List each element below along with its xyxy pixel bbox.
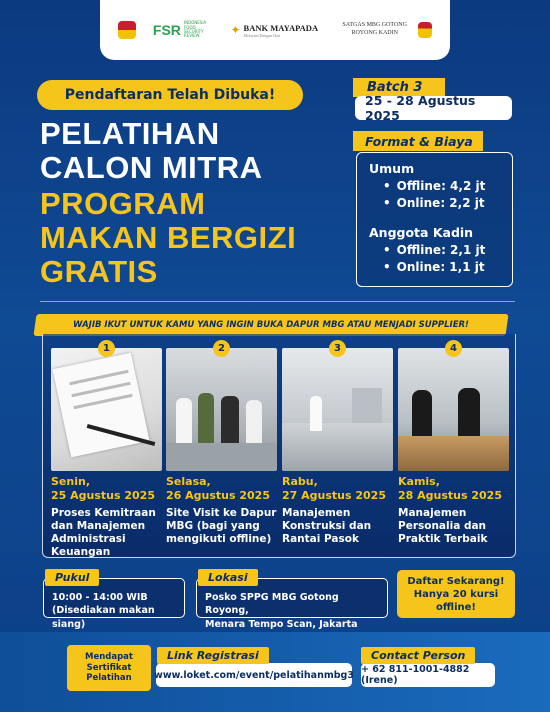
kadin-offline: • Offline: 2,1 jt xyxy=(383,242,500,259)
certificate-line-3: Pelatihan xyxy=(86,673,132,684)
fsr-label: FSR xyxy=(152,22,181,38)
registration-link-tag xyxy=(157,647,269,664)
time-tag xyxy=(45,569,99,586)
contact-label: Contact Person xyxy=(371,649,466,662)
kadin-online: • Online: 1,1 jt xyxy=(383,259,500,276)
logo-satgas xyxy=(335,22,432,38)
format-label: Format & Biaya xyxy=(365,133,473,149)
step-2-desc: Site Visit ke Dapur MBG (bagi yang mengikuti offline) xyxy=(166,506,277,545)
register-line-1: Daftar Sekarang! xyxy=(407,575,505,587)
step-2-date-text: 26 Agustus 2025 xyxy=(166,488,270,502)
registration-open-label: Pendaftaran Telah Dibuka! xyxy=(64,87,276,103)
umum-title: Umum xyxy=(369,161,415,176)
title-line-5: GRATIS xyxy=(40,254,158,289)
certificate-line-1: Mendapat xyxy=(85,652,133,663)
step-4-date xyxy=(398,475,509,503)
step-4 xyxy=(398,343,509,546)
fsr-sub: INDONESIA FOOD SECURITY REVIEW xyxy=(183,20,207,39)
logo-institute xyxy=(118,21,136,39)
title-line-4: MAKAN BERGIZI xyxy=(40,220,297,255)
contact-person-box[interactable] xyxy=(361,663,495,687)
step-3 xyxy=(282,343,393,546)
format-tag xyxy=(353,131,483,151)
step-4-day: Kamis, xyxy=(398,475,440,488)
step-2-day: Selasa, xyxy=(166,475,211,488)
satgas-label: SATGAS MBG GOTONG ROYONG KADIN xyxy=(342,22,407,36)
register-line-3: offline! xyxy=(436,601,476,613)
bank-mark-icon: ✦ xyxy=(230,23,241,37)
contact-person-value: + 62 811-1001-4882 (Irene) xyxy=(361,664,470,686)
step-2-date xyxy=(166,475,277,503)
step-3-number: 3 xyxy=(329,340,346,357)
step-1-desc: Proses Kemitraan dan Manajemen Administrasi Keuangan xyxy=(51,506,156,558)
register-now-box xyxy=(397,570,515,618)
register-line-2: Hanya 20 kursi xyxy=(413,588,499,600)
step-4-desc: Manajemen Personalia dan Praktik Terbaik xyxy=(398,506,488,545)
time-note: (Disediakan makan siang) xyxy=(52,605,155,630)
step-1-date-text: 25 Agustus 2025 xyxy=(51,488,155,502)
step-3-desc: Manajemen Konstruksi dan Rantai Pasok xyxy=(282,506,372,545)
certificate-line-2: Sertifikat xyxy=(86,662,132,673)
location-line-1: Posko SPPG MBG Gotong Royong, xyxy=(205,592,339,617)
location-tag xyxy=(198,569,258,586)
batch-label: Batch 3 xyxy=(367,80,423,95)
certificate-badge xyxy=(67,645,151,691)
section-divider xyxy=(40,301,515,302)
step-1-number: 1 xyxy=(98,340,115,357)
step-3-day: Rabu, xyxy=(282,475,318,488)
title-line-1: PELATIHAN xyxy=(40,116,220,151)
batch-dates: 25 - 28 Agustus 2025 xyxy=(365,93,476,123)
time-label: Pukul xyxy=(55,571,90,584)
location-label: Lokasi xyxy=(208,571,248,584)
logo-bank-mayapada xyxy=(230,23,318,38)
step-3-photo xyxy=(282,348,393,471)
registration-link-url: www.loket.com/event/pelatihanmbg3 xyxy=(154,669,354,681)
step-3-date-text: 27 Agustus 2025 xyxy=(282,488,386,502)
title-line-3: PROGRAM xyxy=(40,186,206,221)
step-1 xyxy=(51,343,162,559)
kadin-logo-icon xyxy=(418,22,432,38)
bank-sub: Melayani Dengan Hati xyxy=(243,32,280,38)
time-value: 10:00 - 14:00 WIB xyxy=(52,592,148,603)
kadin-title: Anggota Kadin xyxy=(369,224,474,240)
registration-link[interactable] xyxy=(156,663,352,687)
step-4-date-text: 28 Agustus 2025 xyxy=(398,488,502,502)
step-2-photo xyxy=(166,348,277,471)
title-line-2: CALON MITRA xyxy=(40,150,263,185)
mandatory-banner xyxy=(33,314,508,336)
mandatory-banner-text: WAJIB IKUT UNTUK KAMU YANG INGIN BUKA DAPUR MBG ATAU MENJADI SUPPLIER! xyxy=(73,320,469,330)
step-4-number: 4 xyxy=(445,340,462,357)
contact-tag xyxy=(361,647,475,664)
step-3-date xyxy=(282,475,393,503)
registration-link-label: Link Registrasi xyxy=(167,649,259,662)
institute-logo-icon xyxy=(118,21,136,39)
umum-list xyxy=(383,178,500,213)
step-2-number: 2 xyxy=(213,340,230,357)
step-1-date xyxy=(51,475,162,503)
umum-online: • Online: 2,2 jt xyxy=(383,195,500,212)
bank-label: BANK MAYAPADA xyxy=(243,22,319,33)
pricing-panel xyxy=(356,152,513,287)
step-4-photo xyxy=(398,348,509,471)
registration-open-pill xyxy=(37,80,303,110)
batch-dates-box xyxy=(355,93,512,123)
logo-bar xyxy=(100,0,450,60)
step-1-photo xyxy=(51,348,162,471)
umum-offline: • Offline: 4,2 jt xyxy=(383,178,500,195)
step-2 xyxy=(166,343,277,546)
kadin-list xyxy=(383,242,500,277)
location-line-2: Menara Tempo Scan, Jakarta xyxy=(205,618,358,630)
step-1-day: Senin, xyxy=(51,475,90,488)
logo-fsr xyxy=(153,21,214,39)
